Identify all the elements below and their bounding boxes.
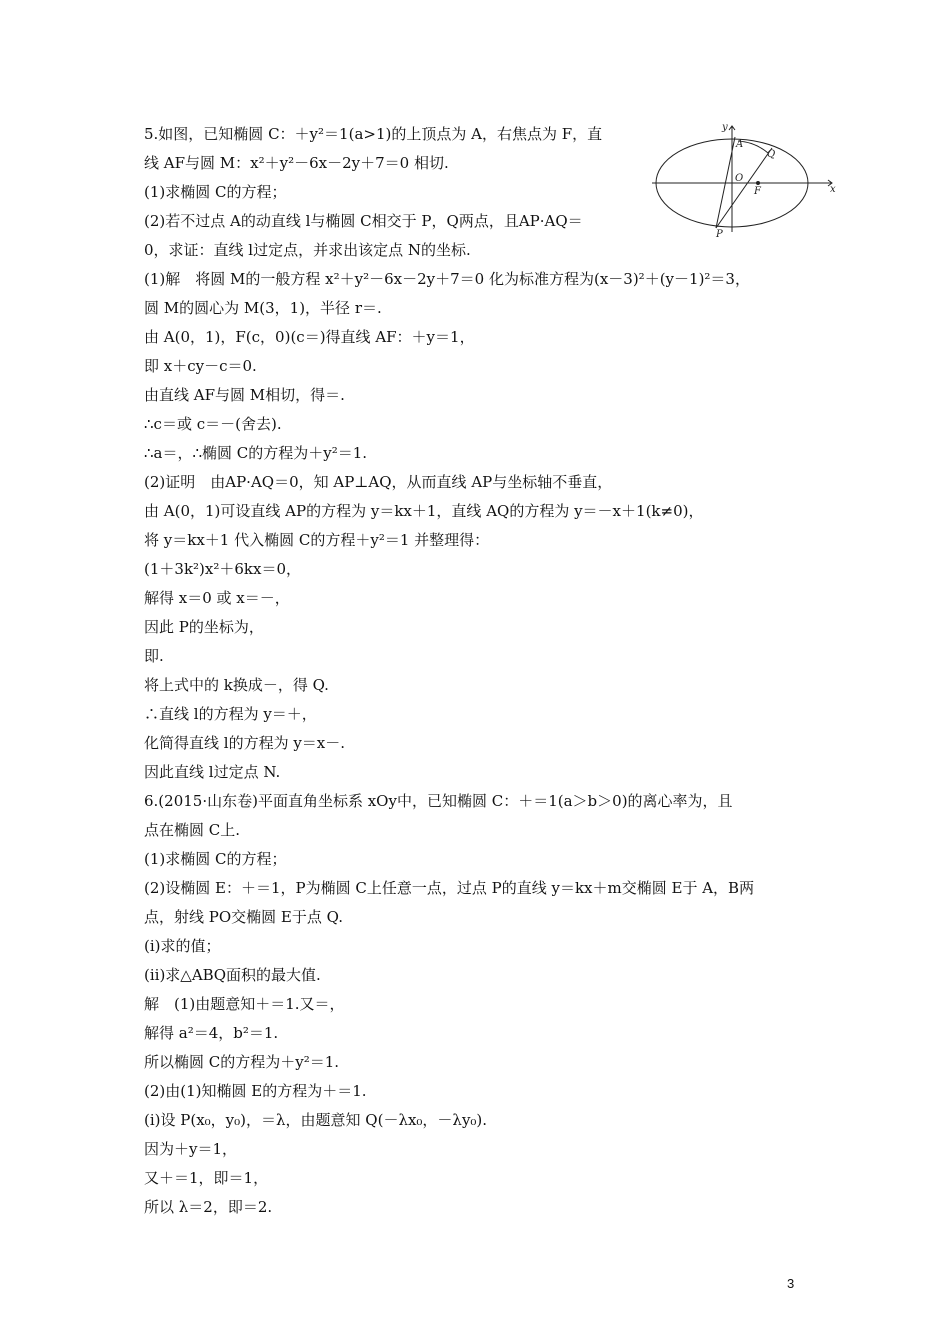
text-line: 所以椭圆 C的方程为＋y²＝1. xyxy=(144,1053,340,1071)
text-line: (2)若不过点 A的动直线 l与椭圆 C相交于 P，Q两点，且AP·AQ＝ xyxy=(144,212,583,230)
text-line: ∴直线 l的方程为 y＝＋， xyxy=(144,705,317,723)
page-number: 3 xyxy=(787,1276,795,1291)
text-line: 圆 M的圆心为 M(3，1)，半径 r＝. xyxy=(144,299,382,317)
text-line: (ⅰ)求的值； xyxy=(144,937,221,955)
label-f: F xyxy=(754,186,761,197)
text-line: 又＋＝1，即＝1， xyxy=(144,1169,269,1187)
text-line: 将上式中的 k换成－，得 Q. xyxy=(144,676,329,694)
text-line: (ⅱ)求△ABQ面积的最大值. xyxy=(144,966,321,984)
text-line: 解得 x＝0 或 x＝－， xyxy=(144,589,290,607)
text-line: 6.(2015·山东卷)平面直角坐标系 xOy中，已知椭圆 C：＋＝1(a＞b＞0)的离心率为，且 xyxy=(144,792,733,810)
text-line: 由 A(0，1)，F(c，0)(c＝)得直线 AF：＋y＝1， xyxy=(144,328,475,346)
text-line: 点，射线 PO交椭圆 E于点 Q. xyxy=(144,908,343,926)
text-line: 解 (1)由题意知＋＝1.又＝， xyxy=(144,995,345,1013)
text-line: 将 y＝kx＋1 代入椭圆 C的方程＋y²＝1 并整理得： xyxy=(144,531,490,549)
text-line: 5.如图，已知椭圆 C：＋y²＝1(a>1)的上顶点为 A，右焦点为 F，直 xyxy=(144,125,603,143)
text-line: 点在椭圆 C上. xyxy=(144,821,241,839)
text-line: ∴c＝或 c＝－(舍去). xyxy=(144,415,282,433)
text-line: 解得 a²＝4，b²＝1. xyxy=(144,1024,279,1042)
text-line: ∴a＝，∴椭圆 C的方程为＋y²＝1. xyxy=(144,444,368,462)
text-line: 由 A(0，1)可设直线 AP的方程为 y＝kx＋1，直线 AQ的方程为 y＝－x＋1(k≠0)， xyxy=(144,502,704,520)
text-line: (1)解 将圆 M的一般方程 x²＋y²－6x－2y＋7＝0 化为标准方程为(x－3)²＋(y－1)²＝3， xyxy=(144,270,750,288)
text-line: (1)求椭圆 C的方程； xyxy=(144,850,287,868)
label-a: A xyxy=(736,139,744,150)
text-line: 因此直线 l过定点 N. xyxy=(144,763,281,781)
text-line: 0，求证：直线 l过定点，并求出该定点 N的坐标. xyxy=(144,241,471,259)
text-line: (2)证明 由AP·AQ＝0，知 AP⊥AQ，从而直线 AP与坐标轴不垂直， xyxy=(144,473,613,491)
text-line: 线 AF与圆 M：x²＋y²－6x－2y＋7＝0 相切. xyxy=(144,154,449,172)
label-x: x xyxy=(830,184,836,195)
ellipse-figure xyxy=(650,120,840,238)
text-line: 化简得直线 l的方程为 y＝x－. xyxy=(144,734,346,752)
focus-point xyxy=(756,181,760,185)
label-p: P xyxy=(716,229,723,238)
text-line: (ⅰ)设 P(x₀，y₀)，＝λ，由题意知 Q(－λx₀，－λy₀). xyxy=(144,1111,488,1129)
label-q: Q xyxy=(767,149,776,160)
text-line: 因此 P的坐标为， xyxy=(144,618,264,636)
label-o: O xyxy=(735,173,744,184)
text-line: 由直线 AF与圆 M相切，得＝. xyxy=(144,386,345,404)
text-line: 因为＋y＝1， xyxy=(144,1140,238,1158)
text-line: (1)求椭圆 C的方程； xyxy=(144,183,287,201)
label-y: y xyxy=(722,122,728,133)
text-line: 即 x＋cy－c＝0. xyxy=(144,357,257,375)
text-line: 所以 λ＝2，即＝2. xyxy=(144,1198,273,1216)
text-line: (2)设椭圆 E：＋＝1，P为椭圆 C上任意一点，过点 P的直线 y＝kx＋m交椭圆 E于 A，B两 xyxy=(144,879,755,897)
text-line: (1＋3k²)x²＋6kx＝0， xyxy=(144,560,302,578)
text-line: 即. xyxy=(144,647,164,665)
text-line: (2)由(1)知椭圆 E的方程为＋＝1. xyxy=(144,1082,367,1100)
